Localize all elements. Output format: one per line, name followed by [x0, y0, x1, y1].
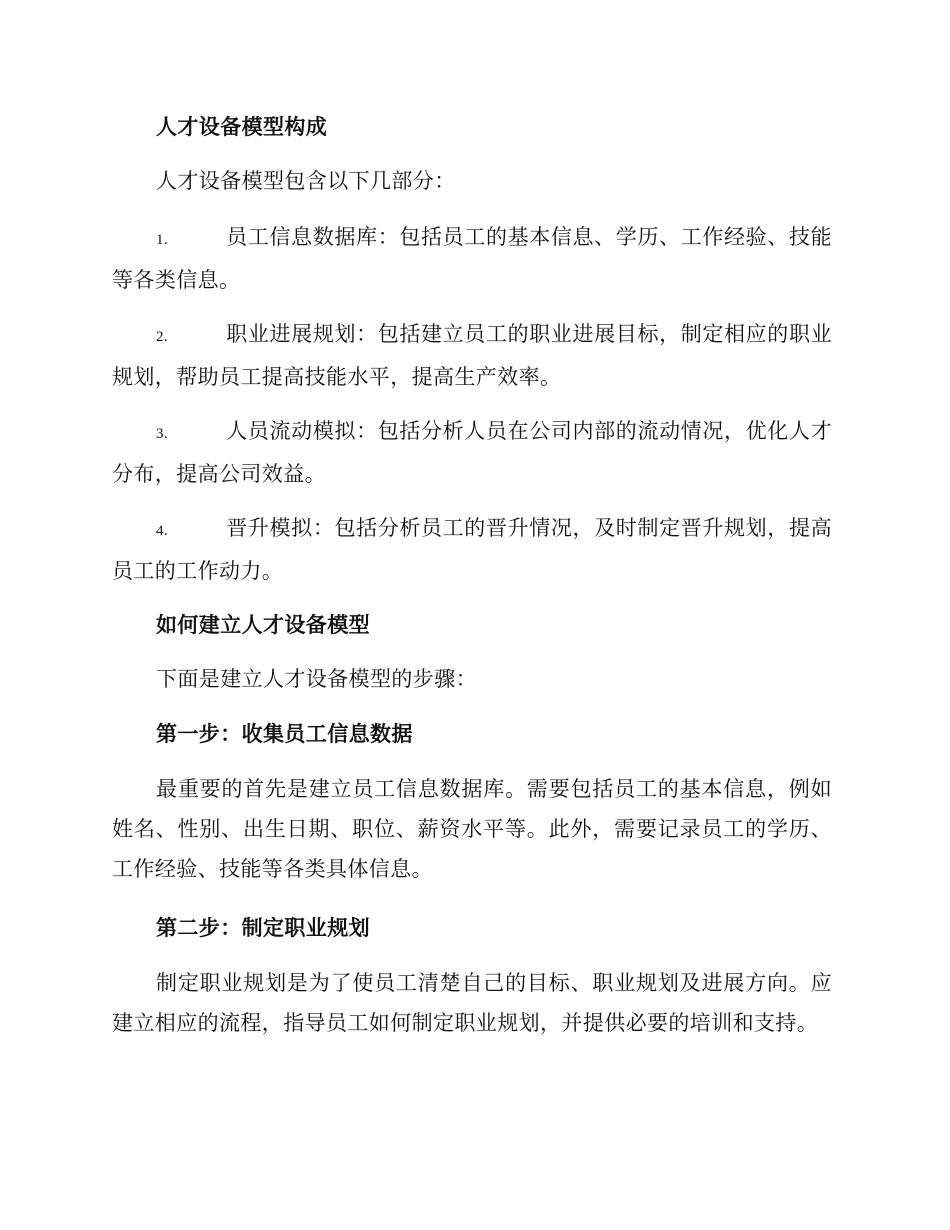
- list-item-2: [112, 314, 832, 397]
- list-item-1: [112, 217, 832, 300]
- list-item-text: 人员流动模拟：包括分析人员在公司内部的流动情况，优化人才分布，提高公司效益。: [112, 419, 832, 486]
- list-item-text: 员工信息数据库：包括员工的基本信息、学历、工作经验、技能等各类信息。: [112, 225, 832, 292]
- step1-paragraph: 最重要的首先是建立员工信息数据库。需要包括员工的基本信息，例如姓名、性别、出生日期、职位、薪资水平等。此外，需要记录员工的学历、工作经验、技能等各类具体信息。: [112, 777, 832, 881]
- composition-intro: 人才设备模型包含以下几部分：: [156, 169, 456, 193]
- build-intro: 下面是建立人才设备模型的步骤：: [156, 667, 477, 691]
- step2-heading: 第二步：制定职业规划: [156, 915, 370, 940]
- list-number: 4.: [156, 523, 169, 539]
- section-heading-composition: 人才设备模型构成: [156, 114, 328, 139]
- step1-heading: 第一步：收集员工信息数据: [156, 721, 413, 746]
- step2-paragraph: 制定职业规划是为了使员工清楚自己的目标、职业规划及进展方向。应建立相应的流程，指导员工如何制定职业规划，并提供必要的培训和支持。: [112, 971, 832, 1035]
- list-item-text: 职业进展规划：包括建立员工的职业进展目标，制定相应的职业规划，帮助员工提高技能水平，提高生产效率。: [112, 322, 832, 389]
- list-item-text: 晋升模拟：包括分析员工的晋升情况，及时制定晋升规划，提高员工的工作动力。: [112, 516, 832, 583]
- list-number: 3.: [156, 426, 169, 442]
- section-heading-build: 如何建立人才设备模型: [156, 612, 370, 637]
- list-item-3: [112, 411, 832, 494]
- list-number: 1.: [156, 232, 169, 248]
- list-number: 2.: [156, 329, 169, 345]
- list-item-4: [112, 508, 832, 591]
